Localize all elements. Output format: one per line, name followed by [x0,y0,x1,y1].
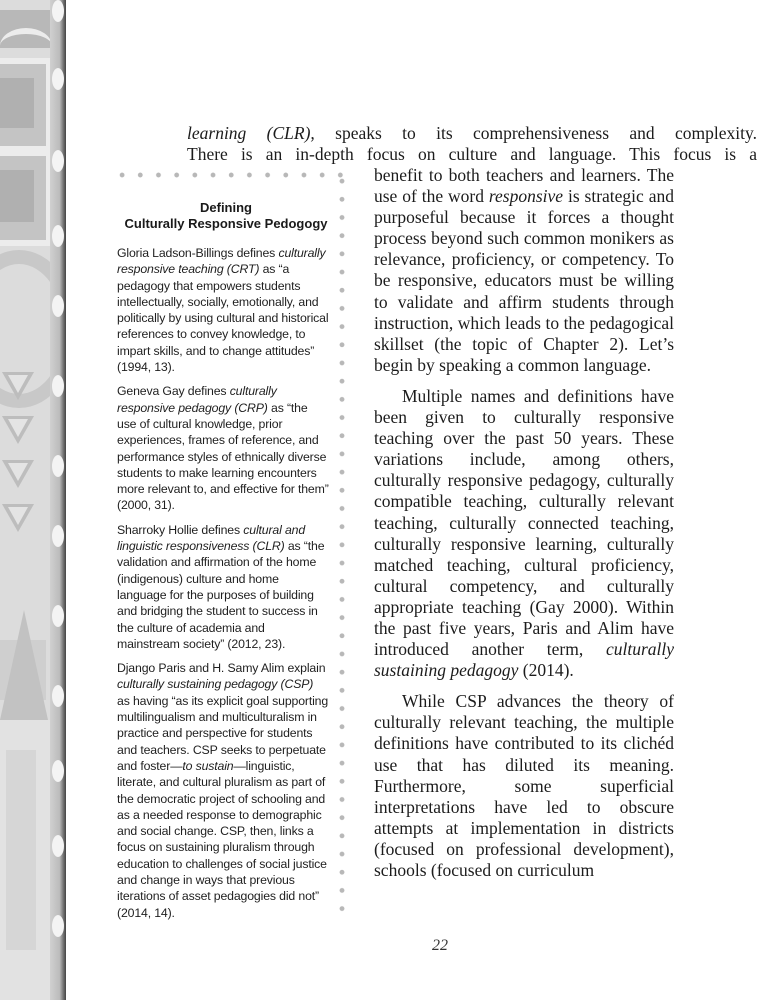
sidebar-body [117,245,329,929]
entry-emphasis: to sustain [182,758,234,773]
paragraph-text: is strategic and purposeful because it forces a thought process beyond such common monikers as relevance, proficiency, or competency. To be responsive, educators must be willing to validate and affirm students through instruction, which leads to the pedagogical skillset (the topic of Chapter 2). Let’s begin by speaking a common language. [374,186,674,375]
dotted-border-top [113,172,345,178]
definition-entry [117,522,329,652]
sidebar-title [113,200,339,232]
entry-author: Geneva Gay defines [117,384,230,399]
sidebar-title-line-1: Defining [200,200,252,215]
square-frame-icon [0,150,52,246]
paragraph-1 [374,165,674,376]
paragraph-text: (2014). [518,660,574,681]
square-frame-icon [0,58,52,152]
entry-definition-cont: —linguistic, literate, and cultural pluralism as part of the democratic project of schooling and as a needed response to demographic and social change. CSP, then, links a focus on sustaining pluralism through education to challenges of social justice and change in ways that previous iterations of asset pedagogies did not” (2014, 14). [117,758,327,920]
intro-line-2: There is an in-depth focus on culture and language. This focus is a [187,144,757,164]
entry-term: culturally sustaining pedagogy (CSP) [117,677,314,692]
page-number: 22 [432,937,448,954]
paragraph-text: Multiple names and definitions have been given to culturally responsive teaching over the past 50 years. These variations include, among others, culturally responsive pedagogy, culturally compatible teaching, culturally relevant teaching, culturally connected teaching, culturally responsive learning, culturally matched teaching, cultural proficiency, cultural competency, and culturally appropriate teaching (Gay 2000). Within the past five years, Paris and Alim have introduced another term, [374,385,674,660]
definition-entry [117,245,329,375]
definitions-sidebar [113,172,343,920]
wave-shape-icon [0,10,50,48]
emphasis-term: responsive [488,186,564,207]
paragraph-text: benefit to both teachers and learners. The use of the word [374,165,674,207]
triangle-down-icon [2,504,34,532]
main-column [374,165,674,891]
binding-hole [52,915,64,937]
definition-entry [117,383,329,513]
triangle-up-icon [0,610,48,720]
entry-definition: as having “as its explicit goal supporting multilingualism and multiculturalism in practice and perspective for students and teachers. CSP seeks to perpetuate and foster— [117,693,329,773]
entry-term: culturally responsive teaching (CRT) [117,246,326,277]
entry-definition: as “a pedagogy that empowers students intellectually, socially, emotionally, and politically by using cultural and historical references to convey knowledge, to impart skills, and to change attitudes” (1994, 13). [117,262,329,375]
decorative-left-strip [0,0,66,1000]
entry-term: cultural and linguistic responsiveness (CLR) [117,522,306,554]
entry-author: Gloria Ladson-Billings defines [117,246,279,260]
definition-entry [117,660,329,921]
triangle-down-icon [2,416,34,444]
emphasis-term: culturally sustaining pedagogy [374,639,674,681]
binding-hole [52,525,64,547]
intro-line-1 [187,123,757,144]
triangle-down-icon [2,372,34,400]
binding-hole [52,455,64,477]
binding-hole [52,68,64,90]
binding-hole [52,685,64,707]
paragraph-3: While CSP advances the theory of culturally relevant teaching, the multiple definitions have contributed to its clichéd use that has diluted its meaning. Furthermore, some superficial interpretations have led to obscure attempts at implementation in districts (focused on professional development), schools (focused on curriculum [374,691,674,880]
binding-hole [52,760,64,782]
paragraph-2 [374,386,674,681]
entry-definition: as “the use of cultural knowledge, prior experiences, frames of reference, and performance styles of ethnically diverse students to make learning encounters more relevant to, and effective for them” (2000, 31). [117,400,329,513]
intro-line-1-rest: speaks to its comprehensiveness and complexity. [314,123,757,143]
binding-hole [52,150,64,172]
intro-text [187,123,757,165]
binding-hole [52,0,64,22]
binding-hole [52,295,64,317]
binding-hole [52,375,64,397]
entry-term: culturally responsive pedagogy (CRP) [117,384,277,415]
entry-author: Django Paris and H. Samy Alim explain [117,661,326,676]
entry-definition: as “the validation and affirmation of the home (indigenous) culture and home language for the purposes of building and bridging the student to success in the culture of academia and mainstream society” (2012, 23). [117,539,325,651]
block-shape [0,720,50,1000]
intro-term: learning (CLR), [187,123,315,143]
dotted-border-right [339,172,345,917]
sidebar-title-line-2: Culturally Responsive Pedogogy [124,216,328,231]
entry-author: Sharroky Hollie defines [117,522,244,537]
binding-hole [52,835,64,857]
binding-hole [52,605,64,627]
binding-hole [52,225,64,247]
triangle-down-icon [2,460,34,488]
